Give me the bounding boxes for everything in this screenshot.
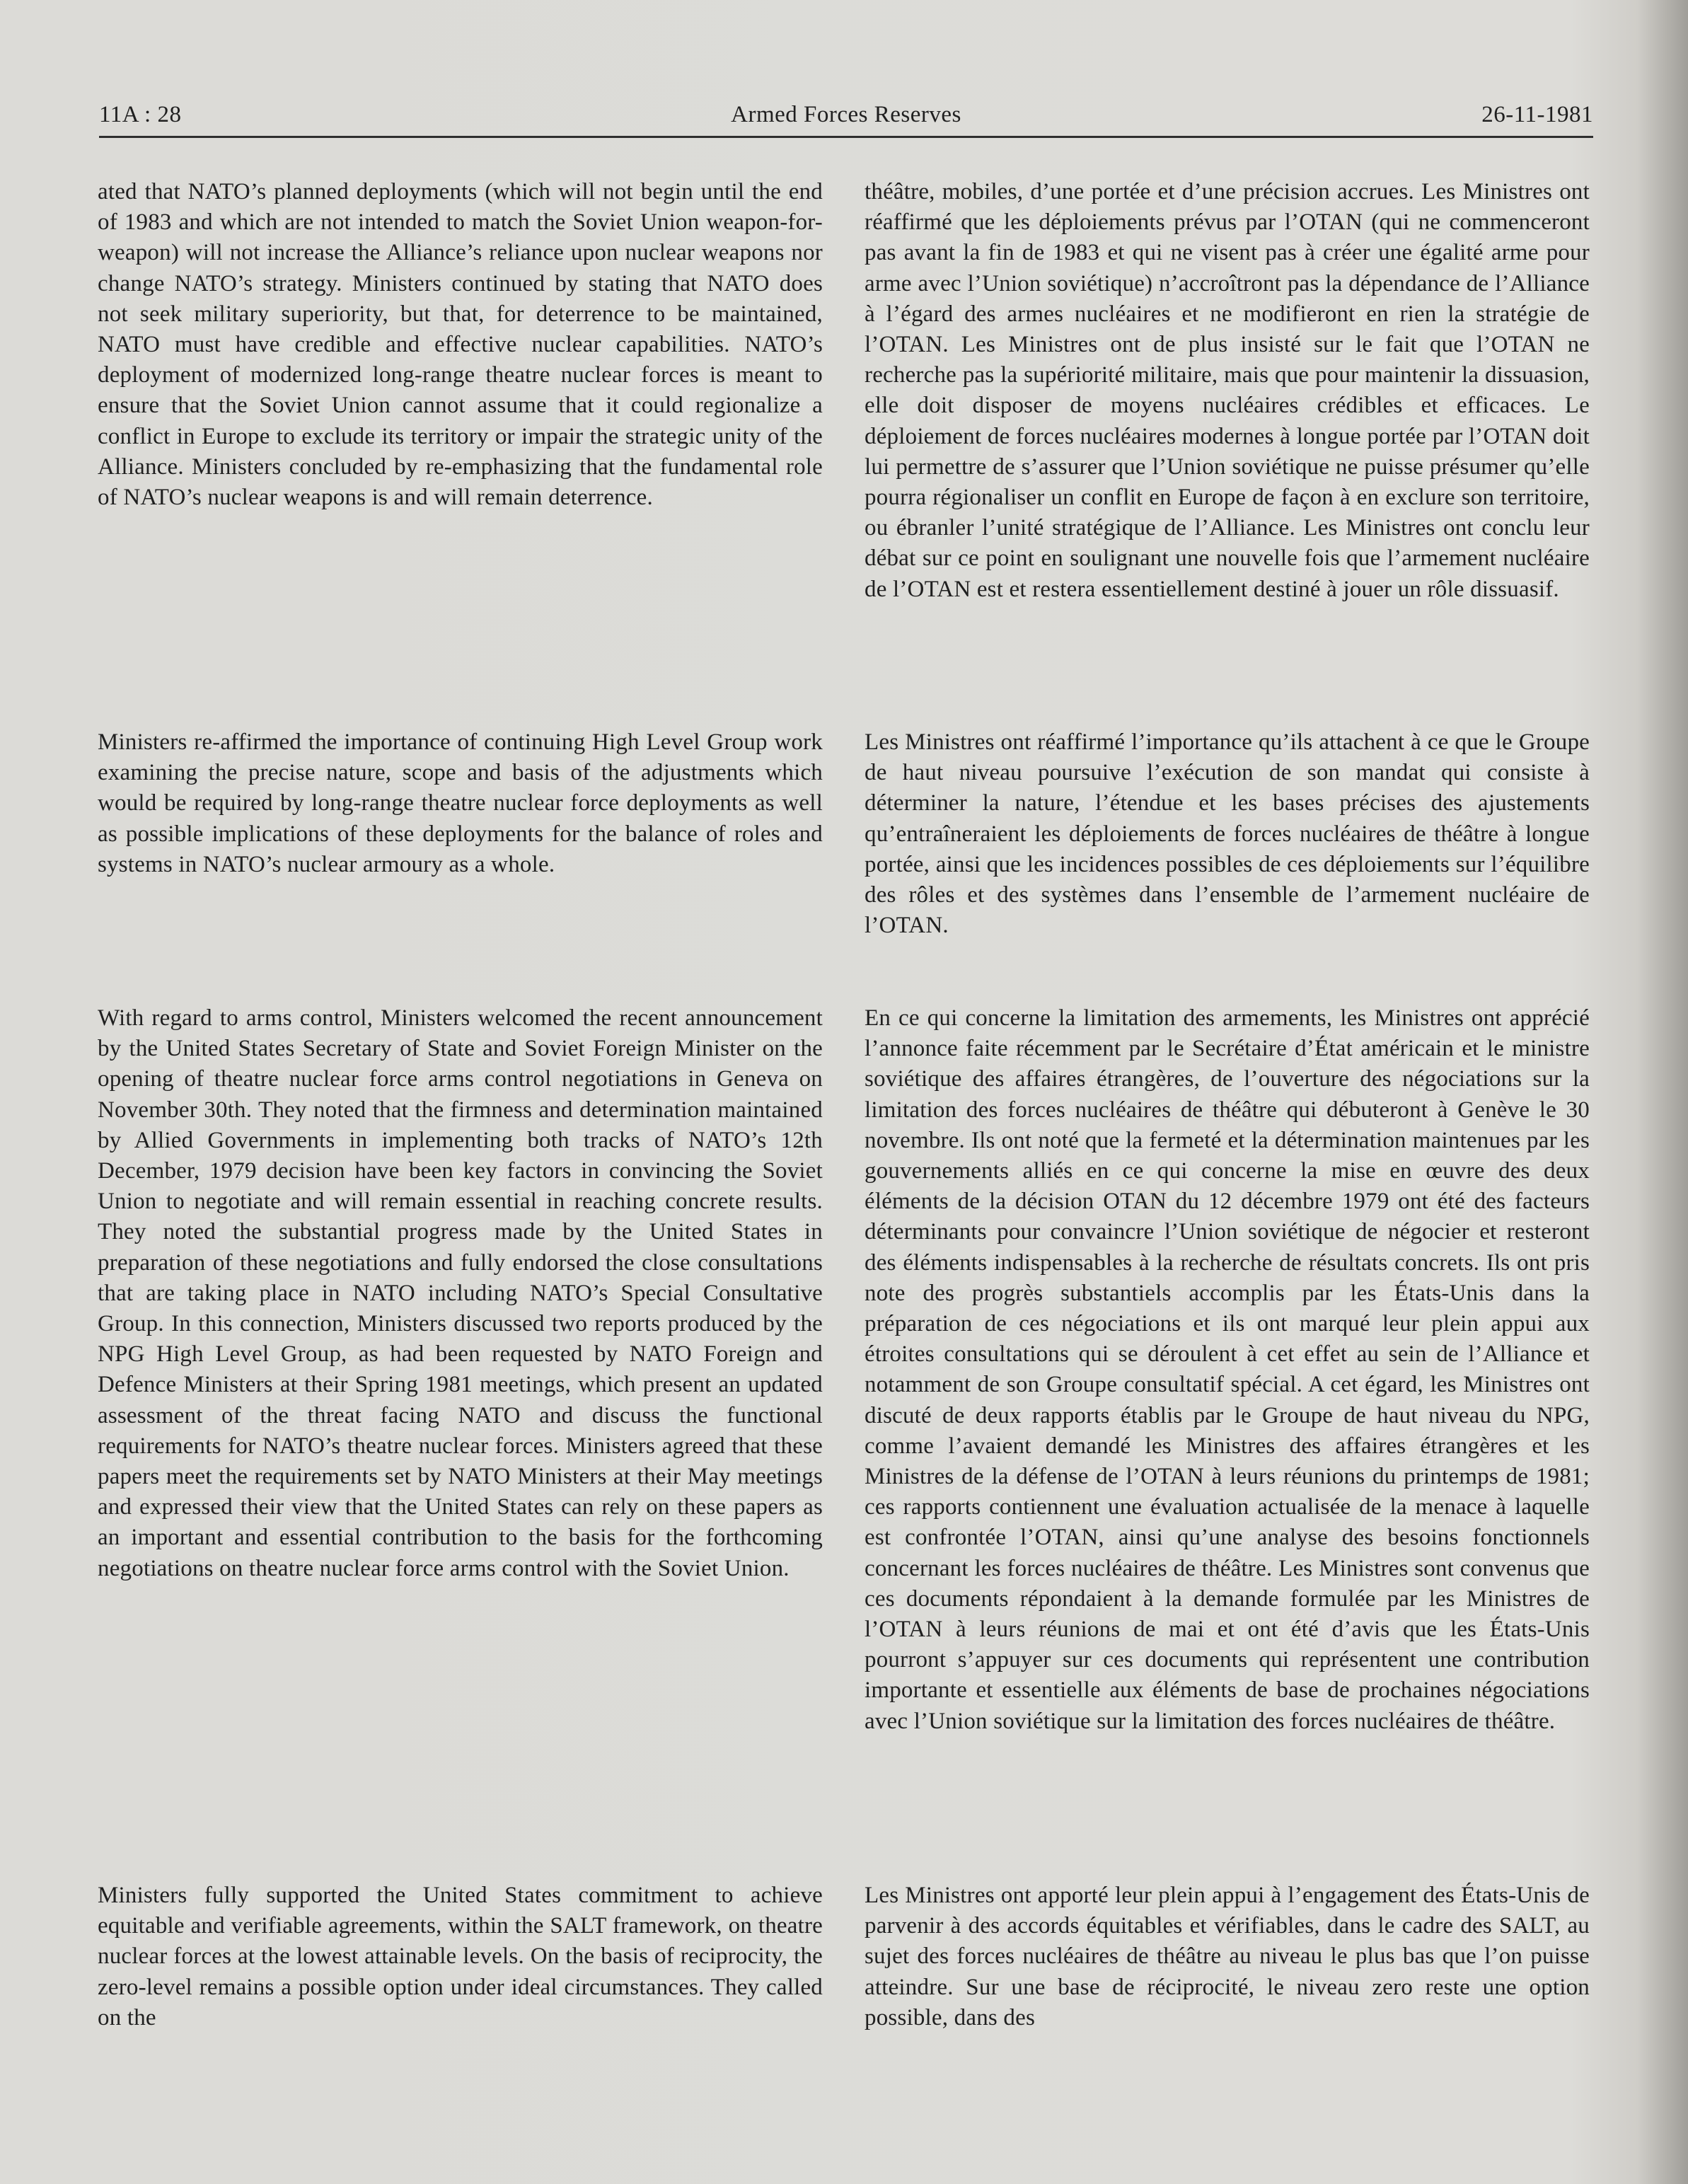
header-title: Armed Forces Reserves xyxy=(731,102,961,127)
french-paragraph-4: Les Ministres ont apporté leur plein appui à l’engagement des États-Unis de parvenir à des accords équitables et vérifiables, dans le cadre des SALT, au sujet des forces nucléaires de théâtre au niveau le plus bas que l’on puisse atteindre. Sur une base de réciprocité, le niveau zero reste une option possible, dans des xyxy=(865,1883,1590,2030)
english-paragraph-4: Ministers fully supported the United States commitment to achieve equitable and verifiable agreements, within the SALT framework, on theatre nuclear forces at the lowest attainable levels. On the basis of reciprocity, the zero-level remains a possible option under ideal circumstances. They called on the xyxy=(98,1883,823,2030)
page-header xyxy=(99,99,1593,136)
french-paragraph-1: théâtre, mobiles, d’une portée et d’une précision accrues. Les Ministres ont réaffirmé que les déploiements prévus par l’OTAN (qui ne commenceront pas avant la fin de 1983 et qui ne visent pas à créer une égalité arme pour arme avec l’Union soviétique) n’accroîtront pas la dépendance de l’Alliance à l’égard des armes nucléaires et ne modifieront en rien la stratégie de l’OTAN. Les Ministres ont de plus insisté sur le fait que l’OTAN ne recherche pas la supériorité militaire, mais que pour maintenir la dissuasion, elle doit disposer de moyens nucléaires crédibles et efficaces. Le déploiement de forces nucléaires modernes à longue portée par l’OTAN doit lui permettre de s’assurer que l’Union soviétique ne puisse présumer qu’elle pourra régionaliser un conflit en Europe de façon à en exclure son territoire, ou ébranler l’unité stratégique de l’Alliance. Les Ministres ont conclu leur débat sur ce point en soulignant une nouvelle fois que l’armement nucléaire de l’OTAN est et restera essentiellement destiné à jouer un rôle dissuasif. xyxy=(865,179,1590,602)
french-paragraph-2: Les Ministres ont réaffirmé l’importance qu’ils attachent à ce que le Groupe de haut niveau poursuive l’exécution de son mandat qui consiste à déterminer la nature, l’étendue et les bases précises des ajustements qu’entraîneraient les déploiements de forces nucléaires de théâtre à longue portée, ainsi que les incidences possibles de ces déploiements sur l’équilibre des rôles et des systèmes dans l’ensemble de l’armement nucléaire de l’OTAN. xyxy=(865,729,1590,939)
english-paragraph-1: ated that NATO’s planned deployments (which will not begin until the end of 1983 and which are not intended to match the Soviet Union weapon-for-weapon) will not increase the Alliance’s reliance upon nuclear weapons nor change NATO’s strategy. Ministers continued by stating that NATO does not seek military superiority, but that, for deterrence to be maintained, NATO must have credible and effective nuclear capabilities. NATO’s deployment of modernized long-range theatre nuclear forces is meant to ensure that the Soviet Union cannot assume that it could regionalize a conflict in Europe to exclude its territory or impair the strategic unity of the Alliance. Ministers concluded by re-emphasizing that the fundamental role of NATO’s nuclear weapons is and will remain deterrence. xyxy=(98,179,823,511)
english-paragraph-2: Ministers re-affirmed the importance of continuing High Level Group work examining the precise nature, scope and basis of the adjustments which would be required by long-range theatre nuclear force deployments as well as possible implications of these deployments for the balance of roles and systems in NATO’s nuclear armoury as a whole. xyxy=(98,729,823,877)
english-paragraph-3: With regard to arms control, Ministers welcomed the recent announcement by the United States Secretary of State and Soviet Foreign Minister on the opening of theatre nuclear force arms control negotiations in Geneva on November 30th. They noted that the firmness and determination maintained by Allied Governments in implementing both tracks of NATO’s 12th December, 1979 decision have been key factors in convincing the Soviet Union to negotiate and will remain essential in reaching concrete results. They noted the substantial progress made by the United States in preparation of these negotiations and fully endorsed the close consultations that are taking place in NATO including NATO’s Special Consultative Group. In this connection, Ministers discussed two reports produced by the NPG High Level Group, as had been requested by NATO Foreign and Defence Ministers at their Spring 1981 meetings, which present an updated assessment of the threat facing NATO and discuss the functional requirements for NATO’s theatre nuclear forces. Ministers agreed that these papers meet the requirements set by NATO Ministers at their May meetings and expressed their view that the United States can rely on these papers as an important and essential contribution to the basis for the forthcoming negotiations on theatre nuclear force arms control with the Soviet Union. xyxy=(98,1005,823,1581)
page-reference: 11A : 28 xyxy=(99,102,182,127)
french-paragraph-3: En ce qui concerne la limitation des armements, les Ministres ont apprécié l’annonce faite récemment par le Secrétaire d’État américain et le ministre soviétique des affaires étrangères, de l’ouverture des négociations sur la limitation des forces nucléaires de théâtre qui débuteront à Genève le 30 novembre. Ils ont noté que la fermeté et la détermination maintenues par les gouvernements alliés en ce qui concerne la mise en œuvre des deux éléments de la décision OTAN du 12 décembre 1979 ont été des facteurs déterminants pour convaincre l’Union soviétique de négocier et resteront des éléments indispensables à la recherche de résultats concrets. Ils ont pris note des progrès substantiels accomplis par les États-Unis dans la préparation de ces négociations et ils ont marqué leur plein appui aux étroites consultations qui se déroulent à cet effet au sein de l’Alliance et notamment de son Groupe consultatif spécial. A cet égard, les Ministres ont discuté de deux rapports établis par le Groupe de haut niveau du NPG, comme l’avaient demandé les Ministres des affaires étrangères et les Ministres de la défense de l’OTAN à leurs réunions du printemps de 1981; ces rapports contiennent une évaluation actualisée de la menace à laquelle est confrontée l’OTAN, ainsi qu’une analyse des besoins fonctionnels concernant les forces nucléaires de théâtre. Les Ministres sont convenus que ces documents répondaient à la demande formulée par les Ministres de l’OTAN à leurs réunions de mai et ont été d’avis que les États-Unis pourront s’appuyer sur ces documents qui représentent une contribution importante et essentielle aux éléments de base de prochaines négociations avec l’Union soviétique sur la limitation des forces nucléaires de théâtre. xyxy=(865,1005,1590,1734)
header-rule xyxy=(99,136,1593,138)
header-date: 26-11-1981 xyxy=(1481,102,1593,127)
